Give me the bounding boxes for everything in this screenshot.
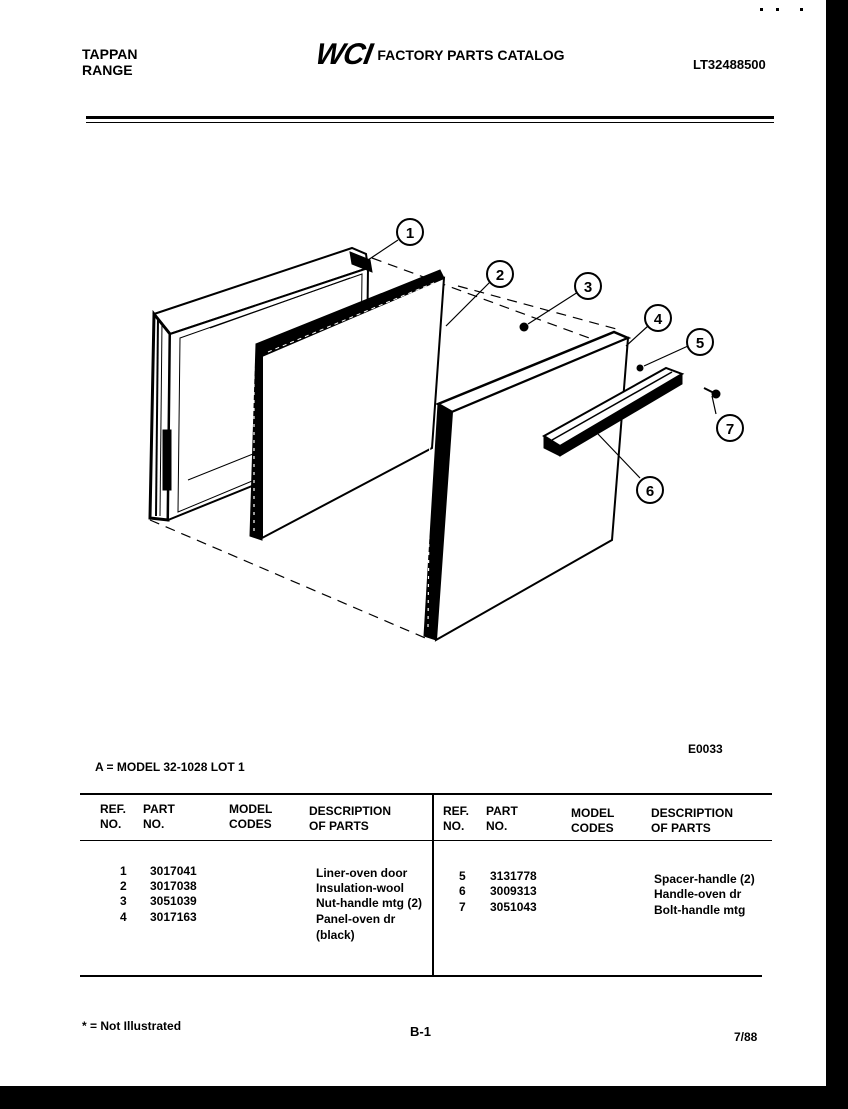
header-ref-no-right: REF. NO. [443,804,470,833]
catalog-title: FACTORY PARTS CATALOG [377,47,565,63]
scan-speck [760,8,763,11]
callout-1 [397,219,423,245]
desc-3: Nut-handle mtg (2) [316,896,422,910]
callout-6 [637,477,663,503]
desc-1: Liner-oven door [316,866,408,880]
svg-text:2: 2 [495,267,505,284]
panel-oven-door-part [424,332,628,640]
callout-2 [487,261,513,287]
ref-2: 2 [120,879,127,893]
desc-2: Insulation-wool [316,881,404,895]
header-description: DESCRIPTION OF PARTS [309,804,392,833]
part-4: 3017163 [150,910,197,924]
header-ref-no: REF. NO. [100,802,127,831]
ref-7: 7 [459,900,466,914]
table-top-rule [80,793,772,795]
svg-text:1: 1 [405,225,415,242]
wci-logo: WCI [313,38,375,71]
part-7: 3051043 [490,900,537,914]
svg-text:3: 3 [583,279,593,296]
header-description-right: DESCRIPTION OF PARTS [651,806,734,835]
header-model-codes: MODEL CODES [229,802,273,831]
ref-6: 6 [459,884,466,898]
table-bottom-rule [80,975,762,977]
desc-4-cont: (black) [316,928,355,942]
callout-5 [687,329,713,355]
scan-speck [800,8,803,11]
svg-text:4: 4 [653,311,663,328]
catalog-number: LT32488500 [693,57,766,72]
header-part-no-right: PART NO. [486,804,518,833]
part-1: 3017041 [150,864,197,878]
nut-part [520,323,529,332]
not-illustrated-note: * = Not Illustrated [82,1019,182,1033]
desc-4: Panel-oven dr [316,912,396,926]
svg-text:5: 5 [695,335,705,352]
ref-5: 5 [459,869,466,883]
brand-line-2: RANGE [82,62,133,78]
callout-7 [717,415,743,441]
header-part-no: PART NO. [143,802,175,831]
part-6: 3009313 [490,884,537,898]
catalog-date: 7/88 [734,1030,758,1044]
desc-6: Handle-oven dr [654,887,742,901]
part-5: 3131778 [490,869,537,883]
desc-7: Bolt-handle mtg [654,903,746,917]
spacer-part [637,365,644,372]
desc-5: Spacer-handle (2) [654,872,755,886]
callout-4 [645,305,671,331]
page-number: B-1 [410,1024,431,1039]
model-line: A = MODEL 32-1028 LOT 1 [95,760,245,774]
part-3: 3051039 [150,894,197,908]
ref-1: 1 [120,864,127,878]
ref-3: 3 [120,894,127,908]
brand-line-1: TAPPAN [82,46,138,62]
ref-4: 4 [120,910,127,924]
table-divider [432,793,434,977]
svg-text:6: 6 [645,483,655,500]
header-model-codes-right: MODEL CODES [571,806,615,835]
table-header-rule [80,840,772,841]
callout-3 [575,273,601,299]
svg-text:7: 7 [725,421,735,438]
drawing-code: E0033 [688,742,723,756]
part-2: 3017038 [150,879,197,893]
scan-speck [776,8,779,11]
